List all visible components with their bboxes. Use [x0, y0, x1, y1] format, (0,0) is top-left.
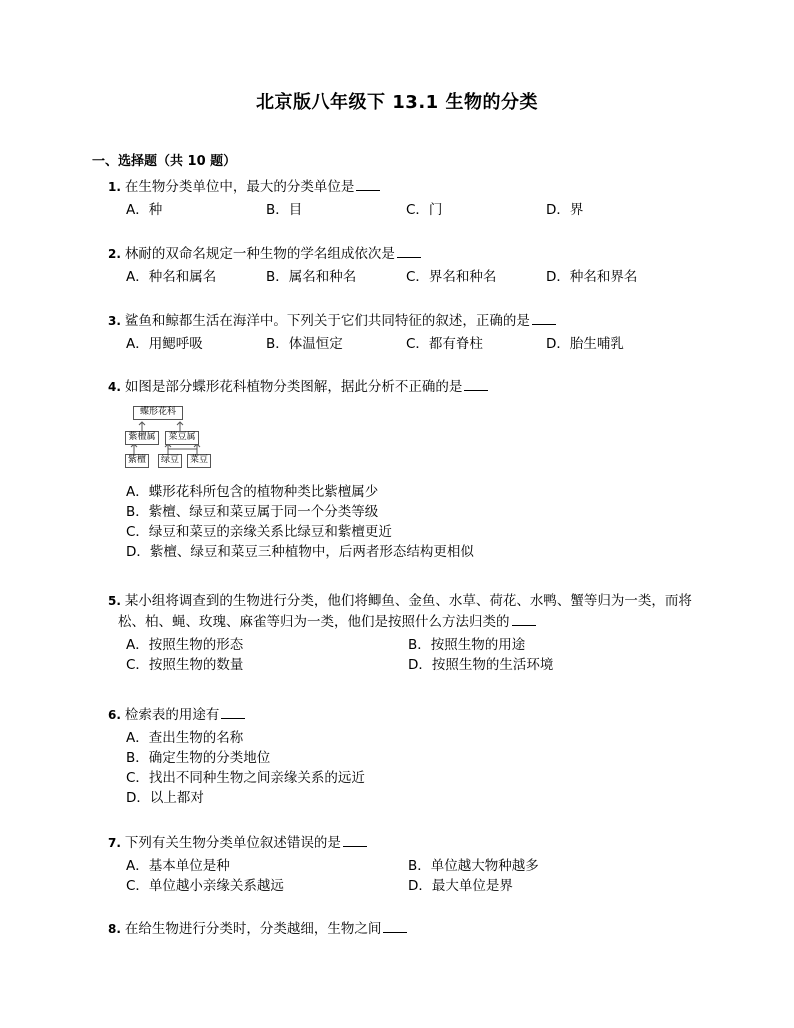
answer-blank — [221, 704, 245, 719]
question-5 — [108, 591, 728, 675]
diagram-node-species-1: 紫檀 — [125, 454, 149, 468]
question-number: 8. — [108, 922, 121, 936]
question-8 — [108, 918, 708, 939]
question-number: 6. — [108, 708, 121, 722]
diagram-node-genus-1: 紫檀属 — [125, 431, 159, 445]
option-c[interactable]: C．单位越小亲缘关系越远 — [126, 878, 284, 894]
option-c[interactable]: C．门 — [406, 202, 443, 218]
question-stem: 林耐的双命名规定一种生物的学名组成依次是 — [124, 246, 395, 262]
option-d[interactable]: D．按照生物的生活环境 — [408, 657, 554, 673]
answer-blank — [356, 176, 380, 191]
option-c[interactable]: C．按照生物的数量 — [126, 657, 244, 673]
options — [108, 728, 708, 808]
answer-blank — [383, 918, 407, 933]
option-b[interactable]: B．属名和种名 — [266, 269, 357, 285]
question-number: 5. — [108, 594, 121, 608]
options — [126, 635, 728, 675]
options — [126, 267, 708, 287]
option-d[interactable]: D．最大单位是界 — [408, 878, 513, 894]
question-number: 4. — [108, 380, 121, 394]
option-d[interactable]: D．紫檀、绿豆和菜豆三种植物中，后两者形态结构更相似 — [126, 544, 474, 560]
question-stem-line-2: 松、柏、蝇、玫瑰、麻雀等归为一类，他们是按照什么方法归类的 — [118, 614, 510, 630]
answer-blank — [464, 376, 488, 391]
answer-blank — [397, 243, 421, 258]
question-4 — [108, 376, 708, 397]
answer-blank — [532, 310, 556, 325]
option-b[interactable]: B．单位越大物种越多 — [408, 858, 539, 874]
question-stem: 鲨鱼和鲸都生活在海洋中。下列关于它们共同特征的叙述，正确的是 — [124, 313, 530, 329]
classification-diagram — [125, 402, 215, 472]
option-b[interactable]: B．体温恒定 — [266, 336, 343, 352]
question-6 — [108, 704, 708, 808]
option-b[interactable]: B．确定生物的分类地位 — [126, 750, 271, 766]
option-a[interactable]: A．用鳃呼吸 — [126, 336, 203, 352]
answer-blank — [343, 832, 367, 847]
options — [126, 334, 708, 354]
question-stem: 在生物分类单位中，最大的分类单位是 — [124, 179, 355, 195]
option-a[interactable]: A．基本单位是种 — [126, 858, 230, 874]
question-stem: 某小组将调查到的生物进行分类，他们将鲫鱼、金鱼、水草、荷花、水鸭、蟹等归为一类，而将 — [124, 593, 692, 609]
options — [126, 200, 708, 220]
question-stem: 在给生物进行分类时，分类越细，生物之间 — [124, 921, 382, 937]
diagram-node-family: 蝶形花科 — [133, 406, 183, 420]
option-a[interactable]: A．种名和属名 — [126, 269, 217, 285]
option-d[interactable]: D．胎生哺乳 — [546, 336, 624, 352]
diagram-node-genus-2: 菜豆属 — [165, 431, 199, 445]
option-a[interactable]: A．蝶形花科所包含的植物种类比紫檀属少 — [126, 484, 379, 500]
question-3 — [108, 310, 708, 354]
option-c[interactable]: C．都有脊柱 — [406, 336, 483, 352]
option-a[interactable]: A．种 — [126, 202, 163, 218]
options — [126, 856, 708, 896]
question-4-options — [108, 482, 708, 562]
section-heading: 一、选择题（共 10 题） — [92, 154, 237, 169]
answer-blank — [512, 611, 536, 626]
page-title: 北京版八年级下 13.1 生物的分类 — [256, 92, 538, 113]
question-stem: 如图是部分蝶形花科植物分类图解，据此分析不正确的是 — [124, 379, 463, 395]
question-number: 3. — [108, 314, 121, 328]
option-c[interactable]: C．绿豆和菜豆的亲缘关系比绿豆和紫檀更近 — [126, 524, 392, 540]
question-number: 1. — [108, 180, 121, 194]
question-1 — [108, 176, 708, 220]
option-d[interactable]: D．种名和界名 — [546, 269, 638, 285]
option-d[interactable]: D．以上都对 — [126, 790, 204, 806]
option-a[interactable]: A．查出生物的名称 — [126, 730, 244, 746]
question-2 — [108, 243, 708, 287]
option-c[interactable]: C．界名和种名 — [406, 269, 497, 285]
option-b[interactable]: B．紫檀、绿豆和菜豆属于同一个分类等级 — [126, 504, 379, 520]
question-number: 7. — [108, 836, 121, 850]
question-7 — [108, 832, 708, 896]
question-number: 2. — [108, 247, 121, 261]
option-c[interactable]: C．找出不同种生物之间亲缘关系的远近 — [126, 770, 365, 786]
option-b[interactable]: B．目 — [266, 202, 303, 218]
option-a[interactable]: A．按照生物的形态 — [126, 637, 244, 653]
diagram-node-species-3: 菜豆 — [187, 454, 211, 468]
options — [108, 482, 708, 562]
option-b[interactable]: B．按照生物的用途 — [408, 637, 526, 653]
question-stem: 检索表的用途有 — [124, 707, 220, 723]
diagram-node-species-2: 绿豆 — [158, 454, 182, 468]
option-d[interactable]: D．界 — [546, 202, 584, 218]
question-stem: 下列有关生物分类单位叙述错误的是 — [124, 835, 341, 851]
